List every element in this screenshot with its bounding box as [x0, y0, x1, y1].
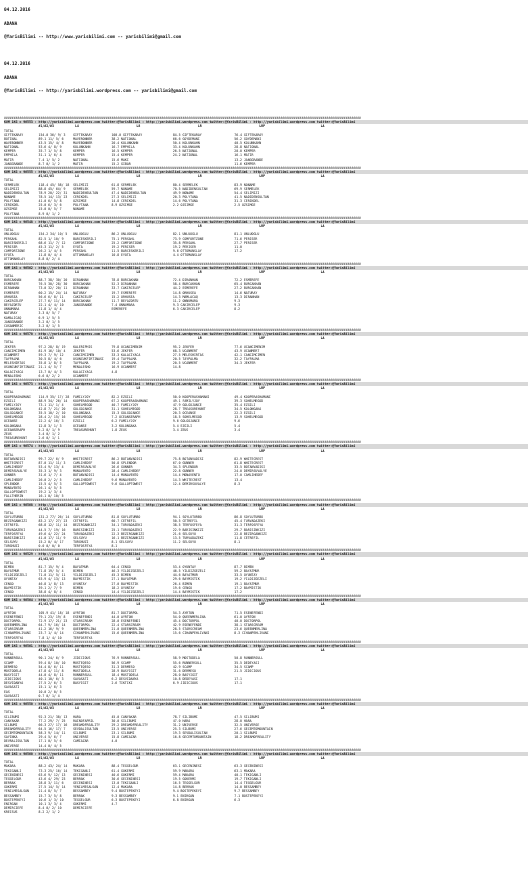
table-row: FAMILYJOY 73.1 11/ 1/ 4 SOHELMEGOD 40.7 FAMILYJOY 47.9 GOLGOJANCE 35.4 EZGILI: [4, 402, 296, 407]
table-row: TOTAL: [4, 128, 296, 133]
table-row: QUEENMERLINA 64.7 9/ 16/ 14 DOCTORPOL 22.4 STARSCREAM 42.9 ESENEFENDI 38.1 STARSCREAM: [4, 623, 296, 628]
table-row: MONAVENTO 26.1 4/ 5/ 5: [4, 485, 296, 490]
separator-line: ##########################################################################################################################################################################################: [4, 261, 361, 266]
table-row: TURGHUZI 0.0 0/ 0/ 0 TERFOSFEYA 8.1: [4, 544, 296, 549]
table-row: GOKERMI 27.5 14/ 5/ 14 YENILMESALSAN 12.4 MAKARA 14.8 BERRAK 14.0 BESSAMBEY: [4, 785, 296, 790]
table-row: BURCAKHAN 88.7 38/ 30/ 20 DIRANHAN 78.8 BURCAKHAN 72.4 DIRANHAN 72.2 ESMEREFE: [4, 278, 296, 283]
table-row: KOLONGAKA 12.8 3/ 1/ 3 OCEANSE 3.2 KOLONGAKA 5.4 EZGILI 5.4: [4, 423, 296, 428]
table-row: NATIONAL 53.6 4/ 8/ 9 KOLUNKAHN 16.7 EMPHILA 33.4 KOLUNKAHN 28.8 NATIONAL: [4, 145, 296, 150]
table-row: UCANMERT 59.3 7/ 9/ 12 CANCIMCIMEN 33.3 KALACIYACA 27.5 MELESHIRTAS 42.1 CANCIMCIMEN: [4, 352, 296, 357]
table-row: SCAMP 59.4 8/ 10/ 10 MUSTEQESO 56.9 SCAMP 55.6 RUNNERSULL 35.5 DEDEYASI: [4, 660, 296, 665]
race-block: [4, 748, 528, 815]
race-title: KUM 1KG = 96570 : http://yarisbilimi.wordpress.com twitter:@YarisBilimi : http://yarisbilimi.wordpress.com twitter:@YarisBilimi : http://yarisbilimi.wordpress.com twitter:@YarisBilimi: [4, 332, 528, 336]
table-row: BESSAMBEY 15.7 3/ 5/ 8 BERRAK 9.3 BESSAMBEY 9.1 ENIRGAN 7.1 BOSTEPEKEYI: [4, 793, 296, 798]
table-row: ZEUS 3.4 0/ 1/ 2: [4, 431, 296, 436]
table-row: SOYLUTURBO 131.2 77/ 26/ 14 SOYLUTURBO 81.8 SOYLUTURBO 94.1 SOYLUTURBO 86.8 SOYLUTURBO: [4, 515, 296, 520]
table-row: BOTANVADISI 99.7 22/ 6/ 9 WHITECREST 86.2 BOTANVADISI 75.8 BOTANVADISI 82.9 WHITECREST: [4, 456, 296, 461]
table-row: TERFOSFEYA 7.8 1/ 4/ 10 TERFOSFEYA: [4, 635, 296, 640]
table-row: CERIKDEL 25.0 6/ 3/ 6 POLYTANA 8.9 OZSIMGE 2.2 OZSIMGE 2.5 OZSIMGE: [4, 203, 296, 208]
race-title: KUM 1KG = 96553 : http://yarisbilimi.wordpress.com twitter:@YarisBilimi : http://yarisbilimi.wordpress.com twitter:@YarisBilimi : http://yarisbilimi.wordpress.com twitter:@YarisBilimi: [4, 120, 528, 124]
table-row: UNIVERSE 14.4 0/ 4/ 5: [4, 743, 296, 748]
table-row: BERRAK 28.8 3/ 11/ 6 GECENINESI 13.0 TEKIGANLI 16.5 TEGGELGUR 14.4 TEGGELGUR: [4, 781, 296, 786]
table-row: BEZIRGANKIZI 83.2 17/ 27/ 23 CETREFIL 60.7 CETREFIL 50.5 CETREFIL 45.4 TURVADAZEKI: [4, 519, 296, 524]
table-row: MENALESHO 6.6 0/ 2/ 2 UCANMERT: [4, 373, 296, 378]
race-block: [4, 548, 528, 594]
column-header: #1/#2/#3 L4 L8 LR LRP LA: [4, 174, 325, 179]
table-row: DIRANHAN 73.0 32/ 20/ 11 DIRANHAN 33.7 CAKIRCELEP 44.2 ESMEREFE 27.2 BURCAKHAN: [4, 286, 296, 291]
table-row: EZGILI 88.9 34/ 26/ 14 KOOPERASHAMANI 67.2 KOOPERASHAMANI 49.1 FAMILYJOY 39.3 SOHELMEGOD: [4, 398, 296, 403]
race-block: [4, 594, 528, 640]
table-row: TOTAL: [4, 560, 296, 565]
table-row: TEKIGANLI 73.3 25/ 16/ 14 TEKIGANLI 61.4 GOKERMI 59.9 MAKARA 63.1 MAKARA: [4, 768, 296, 773]
separator-line: ##########################################################################################################################################################################################: [4, 747, 361, 752]
table-row: KOOPERASHAMANI 114.9 35/ 17/ 28 FAMILYJOY 82.2 EZGILI 50.0 KOOPERASHAMANI 49.4 KOOPERASHAMANI: [4, 394, 296, 399]
table-row: DEMIRCIEFE 8.4 0/ 2/ 10 DEMIRCIEFE: [4, 805, 296, 810]
table-row: BEYAZORTU 22.1 4/ 4/ 10 JANGGRANDE 7.4 ONNUMARA 9.3 CAKIRCELEP 9.3: [4, 303, 296, 308]
table-row: PERISER 45.3 11/ 2/ 5 EYOTA 19.2 PERISER 19.2 PERISER 11.0: [4, 244, 296, 249]
table-row: TOTAL: [4, 760, 296, 765]
table-row: TOTAL: [4, 273, 296, 278]
table-row: EMPHILA 31.1 1/ 6/ 4 KEMPER 15.4 KEMPER 24.2 NATIONAL 16.1 MATIR: [4, 153, 296, 158]
table-row: MOSTODELA 47.8 4/ 11/ 8 MOSTODELA 28.9 BASYIGIT 31.6 DERMESO 21.5 JIDICIOUS: [4, 668, 296, 673]
column-header: #1/#2/#3 L4 L8 LR LRP LA: [4, 386, 325, 391]
table-row: BAYATMUR 71.8 19/ 5/ 4 BIMEN 46.3 YILDIZGEZELI 46.5 YILDIZGEZELI 59.2 BAYATMUR: [4, 569, 296, 574]
table-row: WAVEBONNER 43.5 15/ 4/ 8 MAVEBONNER 20.4 KOLUNKAHN 50.4 KOLUNKAHN 40.5 KOLUNKAHN: [4, 140, 296, 145]
table-row: TOTAL: [4, 652, 296, 657]
separator-line: ##########################################################################################################################################################################################: [4, 639, 361, 644]
race-block: [4, 116, 528, 166]
table-row: TEGGELGUR 43.6 4/ 29/ 23 BERRAK 30.6 GECENINESI 19.5 GOKERMI 19.7 TEKIGANLI: [4, 776, 296, 781]
table-row: FALLTHERIN 16.1 0/ 10/ 5: [4, 494, 296, 499]
table-row: TERFOSFEYA 49.6 4/ 22/ 24 TURVADAZEKI 22.3 BEZIRGANKIZI 21.6 SELSUYU 22.8 BEZIRGANKIZI: [4, 531, 296, 536]
table-row: YENILMESALSAN 21.4 8/ 5/ 7 BESSAMBEY 9.4 BOSTEPEKEYI 9.4 BOSTEPEKEYI 9.7 BESSAMBEY: [4, 789, 296, 794]
table-row: EAS 10.0 2/ 0/ 5: [4, 689, 296, 694]
race-title: KUM 1KG = 96561 : http://yarisbilimi.wordpress.com twitter:@YarisBilimi : http://yarisbilimi.wordpress.com twitter:@YarisBilimi : http://yarisbilimi.wordpress.com twitter:@YarisBilimi: [4, 644, 528, 648]
table-row: CENGO 46.8 1/ 8/ 13 OYUNTAY 27.0 BAYMISTIK 26.4 BIMEN 19.1 BAYATMUR: [4, 581, 296, 586]
race-title: KUM 1KG = 96550 : http://yarisbilimi.wordpress.com twitter:@YarisBilimi : http://yarisbilimi.wordpress.com twitter:@YarisBilimi : http://yarisbilimi.wordpress.com twitter:@YarisBilimi: [4, 702, 528, 706]
race-title: KUM 1KG = 96529 : http://yarisbilimi.wordpress.com twitter:@YarisBilimi : http://yarisbilimi.wordpress.com twitter:@YarisBilimi : http://yarisbilimi.wordpress.com twitter:@YarisBilimi: [4, 552, 528, 556]
column-header: #1/#2/#3 L4 L8 LR LRP LA: [4, 506, 325, 511]
table-row: BOSTEPEKEYI 10.6 1/ 3/ 10 TEGGELGUR 6.3 BOSTEPEKEYI 6.8 ENIRGAN 6.3: [4, 797, 296, 802]
race-block: [4, 328, 528, 378]
race-title: KUM 1KG = 96574 : http://yarisbilimi.wordpress.com twitter:@YarisBilimi : http://yarisbilimi.wordpress.com twitter:@YarisBilimi : http://yarisbilimi.wordpress.com twitter:@YarisBilimi: [4, 444, 528, 448]
table-row: JANGGRANDE 8.7 0/ 1/ 2 MATIR 15.2 GIBAR 11.6 KEMPER: [4, 161, 296, 166]
table-row: BASYIGIT 44.0 4/ 8/ 11 RUNNERSULL 18.4 MOSTODELA 28.0 BASYIGIT: [4, 672, 296, 677]
column-header: #1/#2/#3 L4 L8 LR LRP LA: [4, 602, 325, 607]
race-title: KUM 1KG = 96555 : http://yarisbilimi.wordpress.com twitter:@YarisBilimi : http://yarisbilimi.wordpress.com twitter:@YarisBilimi : http://yarisbilimi.wordpress.com twitter:@YarisBilimi: [4, 170, 528, 174]
column-header: #1/#2/#3 L4 L8 LR LRP LA: [4, 224, 325, 229]
table-row: OZSIMGE 15.0 0/ 5/ 7 NONAME: [4, 207, 296, 212]
table-row: COMFORTZONE 26.2 1/ 4/ 5 PERSAHL 11.5 BARCESKERILI 9.6 OTTOMANSLAY 17.2: [4, 249, 296, 254]
separator-line: ##########################################################################################################################################################################################: [4, 548, 361, 553]
column-header: #1/#2/#3 L4 L8 LR LRP LA: [4, 706, 325, 711]
table-row: ESMEREFE 60.2 15/ 24/ 14 NATURAY 19.7 ESMEREFE 14.8 ORHUSEA 14.6 NATURAY: [4, 290, 296, 295]
race-block: [4, 698, 528, 748]
column-header: #1/#2/#3 L4 L8 LR LRP LA: [4, 336, 325, 341]
race-block: [4, 640, 528, 698]
race-block: [4, 378, 528, 440]
table-row: TOTAL: [4, 340, 296, 345]
table-row: TOTAL: [4, 452, 296, 457]
table-row: NATURAY 3.3 0/ 5/ 7: [4, 311, 296, 316]
table-row: SERMELEK 118.4 45/ 58/ 18 SELIMIZI 61.8 SERMELEK 80.4 SERMELEK 83.9 NONAME: [4, 182, 296, 187]
table-row: JIDICIOUS 40.1 10/ 6/ 3 SAVASATI 6.2 DESVIDANYA 10.8 DEDEYASI 17.1: [4, 677, 296, 682]
table-row: STARSCREAM 41.2 16/ 9/ 9 QUEENMERLINA 21.0 QUEENMERLINA 28.5 STARSCREAM 23.6 QUEENMERLINA: [4, 627, 296, 632]
column-header: #1/#2/#3 L4 L8 LR LRP LA: [4, 124, 325, 129]
column-header: #1/#2/#3 L4 L8 LR LRP LA: [4, 448, 325, 453]
column-header: #1/#2/#3 L4 L8 LR LRP LA: [4, 269, 325, 274]
separator-line: ##########################################################################################################################################################################################: [4, 165, 361, 170]
table-row: NONAME 78.5 14/ 13/ 23 CERIKDEL 27.3 SELIMIZI 20.3 POLYTANA 41.5 NADIDENSULTAN: [4, 195, 296, 199]
table-row: ORHUSEA 56.6 6/ 8/ 11 CAKIRCELEP 15.2 ORHUSEA 14.3 MAMLACAQ 13.3 DIRANHAN: [4, 294, 296, 299]
race-title: KUM 1KG = 96564 : http://yarisbilimi.wordpress.com twitter:@YarisBilimi : http://yarisbilimi.wordpress.com twitter:@YarisBilimi : http://yarisbilimi.wordpress.com twitter:@YarisBilimi: [4, 598, 528, 602]
table-row: KAMALICAQ 6.9 1/ 5/ 5: [4, 315, 296, 320]
table-row: GECEMTOMOUNTAIN 58.3 9/ 14/ 11 SILBUMI 23.1 SILBUMI 19.3 SEVDALISULTAN 20.1 SILBUMI: [4, 731, 296, 736]
race-title: KUM 1KG = 96573 : http://yarisbilimi.wordpress.com twitter:@YarisBilimi : http://yarisbilimi.wordpress.com twitter:@YarisBilimi : http://yarisbilimi.wordpress.com twitter:@YarisBilimi: [4, 382, 528, 386]
table-row: BOTINAL 89.1 11/ 5/ 6 MAVERONNER 38.2 NATIONAL 66.6 GOYDEMANI 56.2 GOYDEMANI: [4, 136, 296, 141]
table-row: OCEANSERAPH 5.2 0/ 1/ 9 TREASUREHUNT 1.8 ZEUS 3.4 ZEUS 3.4: [4, 427, 296, 432]
table-row: GUNNER 31.6 1/ 7/ 4 BOTANVADISI 14.4 MONAVENTO 14.4 MONAVENTO 17.0 CAMLIHEDEF: [4, 473, 296, 478]
table-row: CIHANPEHLIVANI 23.7 1/ 4/ 14 CIHANPEHLIVANI 15.6 QUEENMERLINA 15.6 CIHANPEHLIVANI 8.3 CIHANPEHLIVANI: [4, 631, 296, 636]
table-row: OCEANSE 22.2 4/ 16/ 3 EZGILI 6.2 FAMILYJOY 9.6 GOLGOJANCE 9.6: [4, 419, 296, 424]
table-row: BIMEN 81.7 15/ 9/ 4 BAYATMUR 64.4 CENGO 53.4 OYUNTAY 87.7 BIMEN: [4, 564, 296, 569]
column-header: #1/#2/#3 L4 L8 LR LRP LA: [4, 556, 325, 561]
separator-line: ##########################################################################################################################################################################################: [4, 594, 361, 598]
table-row: SOHELMEGOD 28.4 2/ 15/ 16 SOHELMEGOD 7.2 OCEANSERAPH 18.5 SOHELMEGOD 13.9 SOHELMEGOD: [4, 415, 296, 420]
table-row: CANYAKAR 77.2 29/ 7/ 25 RAINOFAPRIL 30.0 SILIBUMI 47.0 HARA 28.0 HARA: [4, 718, 296, 723]
header-contact-link: @YarisBilimi -- http://www.yarisbilimi.com -- yarisbilimi@gmail.com: [4, 35, 182, 41]
table-row: SAYINKA 29.4 5/ 6/ 7 UNIVERSE 15.8 CAMIAZAR 16.8 GECEMTOMOUNTAIN 18.2 DREAMOFREALITY: [4, 735, 296, 740]
header-date: 04.12.2016: [4, 8, 31, 14]
race-title: KUM 1KG = 96562 : http://yarisbilimi.wordpress.com twitter:@YarisBilimi : http://yarisbilimi.wordpress.com twitter:@YarisBilimi : http://yarisbilimi.wordpress.com twitter:@YarisBilimi: [4, 266, 528, 270]
race-block: [4, 216, 528, 262]
table-row: TOTAL: [4, 710, 296, 715]
table-row: JEKFER 97.2 28/ 8/ 19 KALERIPHIS 79.8 UCANCIMENIM 95.2 JEKFER 77.6 UCANCIMENIM: [4, 344, 296, 349]
separator-line: ##########################################################################################################################################################################################: [4, 440, 361, 445]
header-date-2: 04.12.2016: [4, 62, 31, 68]
race-block: [4, 440, 528, 498]
table-row: KEMPER 35.7 1/ 5/ 8 KEMPER 16.5 KEMPER 26.5 NATIONAL 20.0 KEMPER: [4, 149, 296, 154]
table-row: GIFTEKARAY 154.0 36/ 9/ 3 GIFTEKARAY 100.0 GIFTEKARAY 84.5 GIFTEKARAY 76.4 GIFTEKARAY: [4, 132, 296, 137]
table-row: OTTOMANSLAY 8.8 0/ 2/ 4: [4, 257, 296, 262]
table-row: KOLONGAKA 42.8 7/ 21/ 20 GOLGOJANCE 31.1 SOHELMEGOD 28.7 TREASUREHUNT 34.5 KOLONGAKA: [4, 406, 296, 411]
table-row: BARISINKIZI 41.0 17/ 11/ 9 SELSUYU 16.1 BEZIRGANKIZI 13.5 TURVADAZEKI 11.8 CETREFIL: [4, 535, 296, 540]
table-row: DERMESO 54.4 8/ 6/ 11 MUSTEQESO 31.3 DERMESO 42.9 SCAMP 34.5 SCAMP: [4, 664, 296, 669]
table-row: RUNNERSULL 90.1 24/ 6/ 9 JIDICIOUS 76.9 RUNNERSULL 58.9 MOSTODELA 50.8 RUNNERSULL: [4, 656, 296, 661]
table-row: NADIDENSULTAN 78.9 20/ 22/ 31 NADIDENSULTAN 47.4 NADIDENSULTAN 49.9 NONAME 54.4 SELIMIZI: [4, 190, 296, 195]
table-row: MATIR 7.4 1/ 5/ 2 NATIONAL 15.6 MAKI 13.2 JANGGRANDE: [4, 157, 296, 162]
table-row: SILBUMI 66.3 27/ 17/ 16 DREAMOFREALITY 29.2 DREAMOFREALITY 31.2 UNIVERSE 32.5 UNIVERSE: [4, 722, 296, 727]
table-row: KALACIYACA 13.7 0/ 4/ 3 KALACIYACA 4.8: [4, 369, 296, 374]
race-block: [4, 262, 528, 329]
table-row: ONNUMARA 11.8 1/ 4/ 4 ESMEREFE 6.3 CAKIRCELEP 8.2: [4, 307, 296, 312]
column-header: #1/#2/#3 L4 L8 LR LRP LA: [4, 756, 325, 761]
separator-line: ##########################################################################################################################################################################################: [4, 697, 361, 702]
table-row: TAYPALMA 30.5 8/ 4/ 6 USUNCUKFIRTINASI 19.4 TAYPALMA 20.5 TAYPALMA 32.2 TAYPALMA: [4, 357, 296, 362]
table-row: SAVASATI 0.7 0/ 1/ 4: [4, 693, 296, 698]
table-row: KREISUS 8.2 2/ 1/ 2: [4, 810, 296, 815]
table-row: MAKARA 88.2 43/ 24/ 14 MAKARA 88.4 TEGGELGUR 63.1 GECENINESI 63.3 GECENINESI: [4, 764, 296, 769]
table-row: SILIBUMI 92.3 21/ 38/ 13 HARA 45.0 CANYAKAR 78.7 SILIBUMI 47.5 SILIBUMI: [4, 714, 296, 719]
table-row: GECENINESI 63.6 9/ 12/ 13 GECENINESI 40.6 GOKERMI 59.4 MAKARA 40.1 TEKIGANLI: [4, 772, 296, 777]
table-row: TOTAL: [4, 178, 296, 183]
race-list: [4, 116, 528, 814]
race-title: KUM 1KG = 96568 : http://yarisbilimi.wordpress.com twitter:@YarisBilimi : http://yarisbilimi.wordpress.com twitter:@YarisBilimi : http://yarisbilimi.wordpress.com twitter:@YarisBilimi: [4, 503, 528, 507]
header-city-2: ADANA: [4, 75, 18, 81]
race-title: KUM 1KG = 96560 : http://yarisbilimi.wordpress.com twitter:@YarisBilimi : http://yarisbilimi.wordpress.com twitter:@YarisBilimi : http://yarisbilimi.wordpress.com twitter:@YarisBilimi: [4, 752, 528, 756]
header-contact-link-2: @YarisBilimi -- http://yarisbilimi.wordpress.com -- yarisbilimi@gmail.com: [4, 89, 197, 95]
column-header: #1/#2/#3 L4 L8 LR LRP LA: [4, 648, 325, 653]
table-row: MELESHIRTAS 35.8 1/ 8/ 5 TAYPALMA 19.2 TAYPALMA 20.5 UCANMERT 34.3 JEKFER: [4, 361, 296, 366]
table-row: WHITECREST 87.0 11/ 11/ 3 CAMLIHEDEF 50.8 SPLENDOR 67.0 GUNNER 61.8 WHITECREST: [4, 461, 296, 465]
separator-line: ##########################################################################################################################################################################################: [4, 215, 361, 220]
table-row: SPLENDOR 15.5 4/ 5/ 3 GALLOPTOWEST 9.6 GALLOPTOWEST 12.4 DEMIRSUVALYE 8.3: [4, 481, 296, 486]
race-block: [4, 498, 528, 548]
table-row: DOCTORPOL 72.9 17/ 21/ 23 STARSCREAM 28.0 ESENEFENDI 45.4 DOCTORPOL 40.0 DOCTORPOL: [4, 618, 296, 623]
table-row: GALLOPTOWEST 19.2 1/ 3/ 4: [4, 490, 296, 495]
table-row: JANGGRANDE 3.2 0/ 1/ 5: [4, 319, 296, 324]
table-row: CAMLIHEDEF 53.4 9/ 13/ 4 DEMIRSUVALYE 26.6 GUNNER 34.3 SPLENDOR 33.5 BOTANVADISI: [4, 465, 296, 470]
table-row: DESVIDANYA 27.5 2/ 6/ 3 BASYIGIT 2.6 TIKTIKI 6.9 JIDICIOUS 17.1: [4, 681, 296, 686]
table-row: OYUNTAY 63.9 4/ 13/ 13 BAYMISTIK 27.1 BAYATMUR 29.6 BAYMISTIK 19.2 YILDIZGEZELI: [4, 577, 296, 582]
table-row: EYOTA 11.8 0/ 4/ 4 OTTOMANSLAY 10.8 EYOTA 4.4 OTTOMANSLAY: [4, 253, 296, 258]
table-row: SELIMIZI 88.8 45/ 64/ 9 SERMELEK 59.7 NONAME 70.5 NADIDENSULTAN 69.9 SERMELEK: [4, 186, 296, 191]
table-row: CANCIMCIMEN 81.9 16/ 10/ 4 JEKFER 53.6 JEKFER 68.3 UCANMERT 43.9 UCANMERT: [4, 348, 296, 353]
table-row: DEMIRSUVALYE 35.3 1/ 9/ 3 MONAVENTO 28.4 CAMLIHEDEF 22.8 GUNNER 24.0 DEMIRSUVALYE: [4, 469, 296, 474]
table-row: CENGO 38.8 4/ 8/ 4 CENGO 14.4 YILDIZGEZELI 14.4 BAYMISTIK 17.2: [4, 589, 296, 594]
table-row: UNLUOGLU 154.2 34/ 10/ 5 UNLUOGLU 86.2 UNLUOGLU 82.1 UNLUOGLU 81.1 UNLUOGLU: [4, 232, 296, 237]
table-row: DEVRALISULTAN 17.1 0/ 5/ 6 CAMIAZAR 4.0: [4, 739, 296, 744]
table-row: YILDIZGEZELI 71.0 11/ 5/ 11 YILDIZGEZELI 45.3 BIMEN 44.6 BAYATMUR 33.5 OYUNTAY: [4, 573, 296, 578]
document-body: [4, 0, 528, 896]
table-row: TREASUREHUNT 2.6 0/ 1/ 1: [4, 436, 296, 441]
table-row: TOTAL: [4, 390, 296, 395]
separator-line: ##########################################################################################################################################################################################: [4, 377, 361, 382]
table-row: ESMEREFE 76.5 30/ 28/ 30 BURCAKHAN 52.3 DIRANHAN 58.4 BURCAKHAN 65.4 BURCAKHAN: [4, 282, 296, 287]
table-row: DREAMOFREALITY 64.5 16/ 17/ 7 SEVDALISULTAN 23.5 UNIVERSE 25.3 SILBUMI 27.6 GECEMTOMOUNTAIN: [4, 727, 296, 731]
table-row: GOLGOJANCE 35.5 10/ 2/ 10 KOLONGAKA 15.3 GOLGOJANCE 20.3 OCEANSE 22.3 EZGILI: [4, 411, 296, 416]
table-row: ESENEFENDI 79.1 23/ 19/ 8 ESENEFENDI 44.0 AYRTON 54.0 QUEENMERLINA 61.0 AYRTON: [4, 614, 296, 619]
separator-line: ##########################################################################################################################################################################################: [4, 328, 361, 332]
table-row: POLYTANA 8.9 0/ 1/ 2: [4, 211, 296, 216]
table-row: ENIRGAN 10.1 3/ 3/ 4 GOKERMI 4.7: [4, 801, 296, 806]
table-row: CETREFIL 68.8 12/ 11/ 14 BEZIRGANKIZI 34.1 TURVADAZEKI 38.5 TERFOSFEYA 31.3 TERFOSFEYA: [4, 523, 296, 528]
table-row: PERSAHL 82.5 1/ 10/ 9 BARCESKERILI 75.1 PERSAHL 73.9 COMFORTZONE 71.6 PERISER: [4, 236, 296, 241]
table-row: TOTAL: [4, 510, 296, 515]
table-row: BAYMISTIK 39.1 2/ 7/ 9 BIMEN 18.2 OYUNTAY 19.6 CENGO 17.2 BAYMISTIK: [4, 585, 296, 590]
separator-line: ##########################################################################################################################################################################################: [4, 116, 361, 121]
header-city: ADANA: [4, 21, 18, 27]
table-row: TOTAL: [4, 228, 296, 233]
separator-line: ##########################################################################################################################################################################################: [4, 498, 361, 503]
table-row: USUNCUKFIRTINASI 21.1 4/ 5/ 7 MENALESHO 16.9 UCANMERT 14.8: [4, 365, 296, 370]
table-row: SELSUYU 15.2 0/ 4/ 17 TURGHUZI 8.1 SELSUYU 11.2 SELSUYU 8.1: [4, 539, 296, 544]
table-row: SAVASATI 15.1 1/ 6/ 3: [4, 685, 296, 690]
table-row: TOTAL: [4, 606, 296, 611]
table-row: CAMLIHEDEF 26.0 2/ 2/ 5 CAMLIHEDEF 9.6 MONAVENTO 14.3 WHITECREST 13.4: [4, 477, 296, 482]
table-row: POLYTANA 41.0 6/ 5/ 8 OZSIMGE 14.8 CERIKDEL 14.6 POLYTANA 31.3 CERIKDEL: [4, 199, 296, 204]
table-row: CUSANMERIC 3.2 0/ 1/ 5: [4, 323, 296, 328]
table-row: CAKIRCELEP 27.7 6/ 11/ 14 BURCAKHAN 11.7 BEYAZORTU 11.2 ONNUMARA 9.3: [4, 298, 296, 303]
race-block: [4, 166, 528, 216]
table-row: TURVADAZEKI 44.5 7/ 19/ 16 BARISINKIZI 25.1 TURVADAZEKI 22.9 BARISINKIZI 29.7 BARISINKIZI: [4, 527, 296, 532]
race-title: KUM 1KG = 96548 : http://yarisbilimi.wordpress.com twitter:@YarisBilimi : http://yarisbilimi.wordpress.com twitter:@YarisBilimi : http://yarisbilimi.wordpress.com twitter:@YarisBilimi: [4, 220, 528, 224]
table-row: BARCESKERILI 68.6 11/ 7/ 12 COMFORTZONE 25.2 COMFORTZONE 35.8 PERSAHL 27.7 PERISER: [4, 240, 296, 245]
table-row: AYRTON 105.9 41/ 18/ 18 AYRTON 81.7 DOCTORPOL 54.3 AYRTON 71.5 ESENEFENDI: [4, 610, 296, 615]
